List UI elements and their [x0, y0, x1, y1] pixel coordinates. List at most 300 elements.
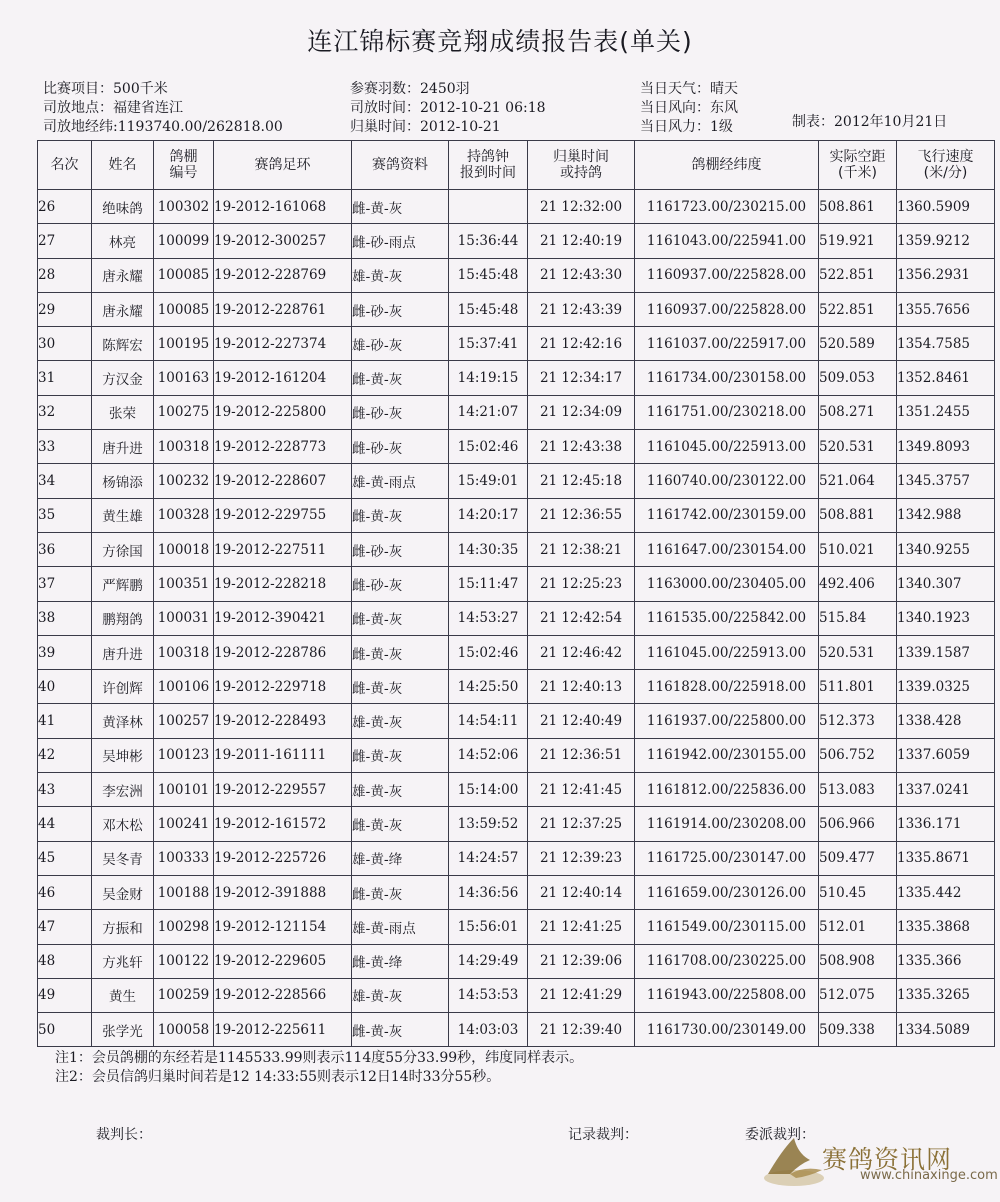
- cell-pigeon-info: 雌-黄-灰: [352, 190, 449, 224]
- cell-speed: 1338.428: [897, 704, 995, 738]
- cell-arrival-time: 21 12:46:42: [528, 635, 635, 669]
- cell-loft-coords: 1161937.00/225800.00: [635, 704, 819, 738]
- event-label: 比赛项目：500千米: [43, 81, 168, 97]
- cell-rank: 30: [38, 327, 92, 361]
- cell-speed: 1336.171: [897, 807, 995, 841]
- made-date-label: 制表：2012年10月21日: [792, 114, 948, 130]
- cell-loft-coords: 1161723.00/230215.00: [635, 190, 819, 224]
- cell-loft-coords: 1160740.00/230122.00: [635, 464, 819, 498]
- table-row: [38, 910, 995, 944]
- cell-pigeon-info: 雌-黄-灰: [352, 875, 449, 909]
- cell-ring-number: 19-2012-228786: [214, 635, 352, 669]
- cell-rank: 40: [38, 670, 92, 704]
- cell-loft-number: 100318: [154, 430, 214, 464]
- cell-loft-coords: 1161914.00/230208.00: [635, 807, 819, 841]
- table-row: [38, 978, 995, 1012]
- cell-loft-number: 100333: [154, 841, 214, 875]
- cell-loft-coords: 1160937.00/225828.00: [635, 292, 819, 326]
- cell-loft-coords: 1163000.00/230405.00: [635, 567, 819, 601]
- cell-rank: 34: [38, 464, 92, 498]
- table-row: [38, 292, 995, 326]
- watermark: [760, 1130, 998, 1192]
- assigned-referee-label: 委派裁判：: [745, 1127, 815, 1143]
- cell-speed: 1335.3265: [897, 978, 995, 1012]
- cell-pigeon-info: 雌-黄-灰: [352, 670, 449, 704]
- cell-name: 林亮: [92, 224, 154, 258]
- table-row: [38, 395, 995, 429]
- cell-pigeon-info: 雌-黄-灰: [352, 635, 449, 669]
- cell-name: 方汉金: [92, 361, 154, 395]
- cell-speed: 1340.1923: [897, 601, 995, 635]
- cell-speed: 1355.7656: [897, 292, 995, 326]
- cell-ring-number: 19-2012-161068: [214, 190, 352, 224]
- cell-speed: 1335.8671: [897, 841, 995, 875]
- cell-loft-coords: 1161730.00/230149.00: [635, 1013, 819, 1047]
- cell-clock-time: 15:49:01: [449, 464, 528, 498]
- cell-rank: 44: [38, 807, 92, 841]
- cell-arrival-time: 21 12:38:21: [528, 532, 635, 566]
- table-row: [38, 670, 995, 704]
- table-row: [38, 430, 995, 464]
- cell-rank: 29: [38, 292, 92, 326]
- cell-loft-coords: 1161647.00/230154.00: [635, 532, 819, 566]
- cell-loft-number: 100106: [154, 670, 214, 704]
- cell-pigeon-info: 雌-黄-灰: [352, 361, 449, 395]
- cell-rank: 41: [38, 704, 92, 738]
- cell-rank: 32: [38, 395, 92, 429]
- cell-distance: 510.45: [819, 875, 897, 909]
- cell-arrival-time: 21 12:41:45: [528, 773, 635, 807]
- cell-name: 黄生: [92, 978, 154, 1012]
- cell-loft-number: 100259: [154, 978, 214, 1012]
- cell-ring-number: 19-2012-391888: [214, 875, 352, 909]
- cell-loft-coords: 1160937.00/225828.00: [635, 258, 819, 292]
- cell-name: 黄泽林: [92, 704, 154, 738]
- meta-middle: [350, 80, 546, 137]
- cell-distance: 512.075: [819, 978, 897, 1012]
- col-header-distance: 实际空距 (千米): [819, 141, 897, 190]
- cell-ring-number: 19-2012-228773: [214, 430, 352, 464]
- cell-clock-time: 15:37:41: [449, 327, 528, 361]
- wind-direction-label: 当日风向：东风: [640, 100, 738, 116]
- cell-arrival-time: 21 12:34:09: [528, 395, 635, 429]
- cell-loft-coords: 1161535.00/225842.00: [635, 601, 819, 635]
- cell-distance: 509.053: [819, 361, 897, 395]
- cell-clock-time: 15:02:46: [449, 430, 528, 464]
- cell-loft-coords: 1161725.00/230147.00: [635, 841, 819, 875]
- cell-speed: 1337.6059: [897, 738, 995, 772]
- cell-loft-coords: 1161037.00/225917.00: [635, 327, 819, 361]
- cell-ring-number: 19-2012-161204: [214, 361, 352, 395]
- cell-distance: 513.083: [819, 773, 897, 807]
- cell-distance: 508.271: [819, 395, 897, 429]
- cell-pigeon-info: 雌-砂-灰: [352, 567, 449, 601]
- cell-pigeon-info: 雌-黄-灰: [352, 1013, 449, 1047]
- cell-arrival-time: 21 12:41:25: [528, 910, 635, 944]
- cell-loft-coords: 1161943.00/225808.00: [635, 978, 819, 1012]
- cell-loft-number: 100018: [154, 532, 214, 566]
- cell-name: 唐升进: [92, 635, 154, 669]
- cell-pigeon-info: 雄-黄-雨点: [352, 464, 449, 498]
- cell-pigeon-info: 雌-黄-灰: [352, 738, 449, 772]
- note-1: 注1：会员鸽棚的东经若是1145533.99则表示114度55分33.99秒，纬度同样表示。: [55, 1050, 584, 1066]
- cell-loft-coords: 1161708.00/230225.00: [635, 944, 819, 978]
- cell-distance: 520.531: [819, 430, 897, 464]
- cell-arrival-time: 21 12:43:30: [528, 258, 635, 292]
- cell-clock-time: 15:11:47: [449, 567, 528, 601]
- col-header-coords: 鸽棚经纬度: [635, 141, 819, 190]
- cell-loft-number: 100302: [154, 190, 214, 224]
- meta-left: [43, 80, 283, 137]
- cell-loft-number: 100058: [154, 1013, 214, 1047]
- cell-name: 方徐国: [92, 532, 154, 566]
- cell-name: 方兆轩: [92, 944, 154, 978]
- cell-distance: 520.589: [819, 327, 897, 361]
- cell-loft-coords: 1161045.00/225913.00: [635, 430, 819, 464]
- cell-ring-number: 19-2012-228769: [214, 258, 352, 292]
- cell-ring-number: 19-2012-228607: [214, 464, 352, 498]
- table-row: [38, 704, 995, 738]
- table-row: [38, 258, 995, 292]
- cell-distance: 492.406: [819, 567, 897, 601]
- cell-clock-time: 15:56:01: [449, 910, 528, 944]
- cell-ring-number: 19-2012-225611: [214, 1013, 352, 1047]
- cell-pigeon-info: 雌-砂-灰: [352, 292, 449, 326]
- cell-distance: 522.851: [819, 292, 897, 326]
- cell-rank: 35: [38, 498, 92, 532]
- cell-clock-time: 14:24:57: [449, 841, 528, 875]
- cell-ring-number: 19-2012-228493: [214, 704, 352, 738]
- cell-clock-time: 14:29:49: [449, 944, 528, 978]
- col-header-loft: 鸽棚 编号: [154, 141, 214, 190]
- cell-rank: 45: [38, 841, 92, 875]
- cell-rank: 43: [38, 773, 92, 807]
- release-coords-label: 司放地经纬:1193740.00/262818.00: [43, 119, 283, 135]
- cell-loft-coords: 1161942.00/230155.00: [635, 738, 819, 772]
- cell-clock-time: 14:25:50: [449, 670, 528, 704]
- cell-rank: 47: [38, 910, 92, 944]
- cell-rank: 37: [38, 567, 92, 601]
- cell-distance: 508.881: [819, 498, 897, 532]
- cell-loft-number: 100318: [154, 635, 214, 669]
- cell-speed: 1360.5909: [897, 190, 995, 224]
- cell-distance: 521.064: [819, 464, 897, 498]
- release-time-label: 司放时间：2012-10-21 06:18: [350, 100, 546, 116]
- cell-name: 吴坤彬: [92, 738, 154, 772]
- cell-ring-number: 19-2012-228566: [214, 978, 352, 1012]
- cell-loft-coords: 1161828.00/225918.00: [635, 670, 819, 704]
- release-place-label: 司放地点：福建省连江: [43, 100, 183, 116]
- table-row: [38, 841, 995, 875]
- cell-loft-coords: 1161043.00/225941.00: [635, 224, 819, 258]
- table-row: [38, 635, 995, 669]
- cell-pigeon-info: 雄-黄-灰: [352, 258, 449, 292]
- cell-arrival-time: 21 12:40:14: [528, 875, 635, 909]
- cell-loft-number: 100085: [154, 258, 214, 292]
- cell-speed: 1334.5089: [897, 1013, 995, 1047]
- cell-name: 李宏洲: [92, 773, 154, 807]
- cell-name: 邓木松: [92, 807, 154, 841]
- cell-speed: 1339.0325: [897, 670, 995, 704]
- cell-loft-number: 100328: [154, 498, 214, 532]
- cell-ring-number: 19-2012-229718: [214, 670, 352, 704]
- cell-name: 唐永耀: [92, 292, 154, 326]
- cell-name: 鹏翔鸽: [92, 601, 154, 635]
- cell-name: 严辉鹏: [92, 567, 154, 601]
- cell-clock-time: 14:53:53: [449, 978, 528, 1012]
- cell-loft-number: 100188: [154, 875, 214, 909]
- cell-arrival-time: 21 12:32:00: [528, 190, 635, 224]
- cell-loft-coords: 1161045.00/225913.00: [635, 635, 819, 669]
- cell-arrival-time: 21 12:43:39: [528, 292, 635, 326]
- table-header-row: [38, 141, 995, 190]
- col-header-ring: 赛鸽足环: [214, 141, 352, 190]
- table-row: [38, 498, 995, 532]
- cell-loft-coords: 1161751.00/230218.00: [635, 395, 819, 429]
- cell-name: 黄生雄: [92, 498, 154, 532]
- cell-loft-number: 100298: [154, 910, 214, 944]
- cell-distance: 506.966: [819, 807, 897, 841]
- pigeon-logo-icon: [760, 1130, 830, 1192]
- cell-loft-coords: 1161812.00/225836.00: [635, 773, 819, 807]
- watermark-url: www.chinaxinge.com: [860, 1168, 998, 1183]
- cell-distance: 508.908: [819, 944, 897, 978]
- cell-clock-time: 14:21:07: [449, 395, 528, 429]
- cell-clock-time: 14:36:56: [449, 875, 528, 909]
- cell-speed: 1340.9255: [897, 532, 995, 566]
- cell-arrival-time: 21 12:40:13: [528, 670, 635, 704]
- cell-speed: 1352.8461: [897, 361, 995, 395]
- cell-pigeon-info: 雌-砂-灰: [352, 430, 449, 464]
- cell-speed: 1337.0241: [897, 773, 995, 807]
- cell-loft-number: 100195: [154, 327, 214, 361]
- cell-pigeon-info: 雌-黄-灰: [352, 807, 449, 841]
- cell-loft-number: 100085: [154, 292, 214, 326]
- cell-rank: 33: [38, 430, 92, 464]
- cell-rank: 27: [38, 224, 92, 258]
- cell-pigeon-info: 雌-黄-绛: [352, 944, 449, 978]
- table-row: [38, 875, 995, 909]
- table-row: [38, 567, 995, 601]
- cell-speed: 1349.8093: [897, 430, 995, 464]
- cell-clock-time: 15:02:46: [449, 635, 528, 669]
- cell-rank: 49: [38, 978, 92, 1012]
- col-header-speed: 飞行速度 (米/分): [897, 141, 995, 190]
- cell-clock-time: 15:36:44: [449, 224, 528, 258]
- cell-distance: 508.861: [819, 190, 897, 224]
- cell-clock-time: [449, 190, 528, 224]
- cell-arrival-time: 21 12:40:19: [528, 224, 635, 258]
- cell-distance: 506.752: [819, 738, 897, 772]
- cell-ring-number: 19-2011-161111: [214, 738, 352, 772]
- note-2: 注2：会员信鸽归巢时间若是12 14:33:55则表示12日14时33分55秒。: [55, 1069, 501, 1085]
- cell-distance: 522.851: [819, 258, 897, 292]
- cell-loft-coords: 1161734.00/230158.00: [635, 361, 819, 395]
- cell-distance: 510.021: [819, 532, 897, 566]
- cell-distance: 515.84: [819, 601, 897, 635]
- cell-speed: 1342.988: [897, 498, 995, 532]
- cell-pigeon-info: 雄-黄-雨点: [352, 910, 449, 944]
- cell-arrival-time: 21 12:36:51: [528, 738, 635, 772]
- cell-distance: 519.921: [819, 224, 897, 258]
- cell-loft-number: 100101: [154, 773, 214, 807]
- cell-rank: 28: [38, 258, 92, 292]
- cell-loft-number: 100163: [154, 361, 214, 395]
- cell-loft-coords: 1161549.00/230115.00: [635, 910, 819, 944]
- cell-ring-number: 19-2012-229755: [214, 498, 352, 532]
- cell-distance: 512.01: [819, 910, 897, 944]
- cell-ring-number: 19-2012-225726: [214, 841, 352, 875]
- cell-name: 唐永耀: [92, 258, 154, 292]
- cell-loft-number: 100241: [154, 807, 214, 841]
- cell-ring-number: 19-2012-227511: [214, 532, 352, 566]
- cell-name: 绝味鸽: [92, 190, 154, 224]
- meta-right: [640, 80, 738, 137]
- cell-clock-time: 14:20:17: [449, 498, 528, 532]
- cell-arrival-time: 21 12:45:18: [528, 464, 635, 498]
- cell-loft-number: 100351: [154, 567, 214, 601]
- cell-arrival-time: 21 12:39:06: [528, 944, 635, 978]
- cell-arrival-time: 21 12:39:40: [528, 1013, 635, 1047]
- cell-speed: 1339.1587: [897, 635, 995, 669]
- cell-arrival-time: 21 12:43:38: [528, 430, 635, 464]
- cell-clock-time: 14:53:27: [449, 601, 528, 635]
- cell-speed: 1340.307: [897, 567, 995, 601]
- cell-rank: 50: [38, 1013, 92, 1047]
- results-table: [37, 140, 995, 1047]
- cell-loft-number: 100122: [154, 944, 214, 978]
- weather-label: 当日天气：晴天: [640, 81, 738, 97]
- cell-name: 吴冬青: [92, 841, 154, 875]
- cell-name: 唐升进: [92, 430, 154, 464]
- cell-ring-number: 19-2012-229605: [214, 944, 352, 978]
- cell-pigeon-info: 雌-黄-灰: [352, 498, 449, 532]
- col-header-name: 姓名: [92, 141, 154, 190]
- cell-pigeon-info: 雌-黄-灰: [352, 601, 449, 635]
- col-header-arrival: 归巢时间 或持鸽: [528, 141, 635, 190]
- cell-pigeon-info: 雄-黄-灰: [352, 773, 449, 807]
- return-time-label: 归巢时间：2012-10-21: [350, 119, 501, 135]
- cell-clock-time: 14:03:03: [449, 1013, 528, 1047]
- cell-rank: 39: [38, 635, 92, 669]
- cell-arrival-time: 21 12:25:23: [528, 567, 635, 601]
- col-header-rank: 名次: [38, 141, 92, 190]
- wind-force-label: 当日风力：1级: [640, 119, 733, 135]
- cell-arrival-time: 21 12:42:54: [528, 601, 635, 635]
- cell-clock-time: 13:59:52: [449, 807, 528, 841]
- cell-pigeon-info: 雌-砂-雨点: [352, 224, 449, 258]
- cell-speed: 1335.366: [897, 944, 995, 978]
- cell-distance: 509.338: [819, 1013, 897, 1047]
- cell-loft-number: 100232: [154, 464, 214, 498]
- table-row: [38, 190, 995, 224]
- cell-name: 吴金财: [92, 875, 154, 909]
- cell-ring-number: 19-2012-228761: [214, 292, 352, 326]
- cell-arrival-time: 21 12:36:55: [528, 498, 635, 532]
- cell-name: 方振和: [92, 910, 154, 944]
- cell-rank: 42: [38, 738, 92, 772]
- referee-signature-label: 裁判长：: [96, 1127, 152, 1143]
- notes: [55, 1049, 583, 1087]
- cell-speed: 1335.442: [897, 875, 995, 909]
- cell-ring-number: 19-2012-227374: [214, 327, 352, 361]
- cell-name: 许创辉: [92, 670, 154, 704]
- cell-speed: 1356.2931: [897, 258, 995, 292]
- cell-speed: 1335.3868: [897, 910, 995, 944]
- cell-arrival-time: 21 12:37:25: [528, 807, 635, 841]
- col-header-clock: 持鸽钟 报到时间: [449, 141, 528, 190]
- cell-loft-number: 100275: [154, 395, 214, 429]
- cell-pigeon-info: 雄-黄-绛: [352, 841, 449, 875]
- results-body: [38, 190, 995, 1047]
- table-row: [38, 532, 995, 566]
- cell-clock-time: 14:52:06: [449, 738, 528, 772]
- cell-distance: 512.373: [819, 704, 897, 738]
- cell-arrival-time: 21 12:40:49: [528, 704, 635, 738]
- cell-pigeon-info: 雌-砂-灰: [352, 532, 449, 566]
- cell-speed: 1359.9212: [897, 224, 995, 258]
- cell-speed: 1351.2455: [897, 395, 995, 429]
- cell-distance: 511.801: [819, 670, 897, 704]
- cell-ring-number: 19-2012-225800: [214, 395, 352, 429]
- cell-clock-time: 14:19:15: [449, 361, 528, 395]
- cell-pigeon-info: 雌-砂-灰: [352, 395, 449, 429]
- cell-arrival-time: 21 12:34:17: [528, 361, 635, 395]
- cell-clock-time: 15:45:48: [449, 258, 528, 292]
- cell-ring-number: 19-2012-300257: [214, 224, 352, 258]
- cell-rank: 36: [38, 532, 92, 566]
- cell-ring-number: 19-2012-390421: [214, 601, 352, 635]
- cell-loft-coords: 1161742.00/230159.00: [635, 498, 819, 532]
- cell-arrival-time: 21 12:39:23: [528, 841, 635, 875]
- table-row: [38, 327, 995, 361]
- cell-loft-number: 100123: [154, 738, 214, 772]
- table-row: [38, 773, 995, 807]
- cell-clock-time: 14:30:35: [449, 532, 528, 566]
- cell-ring-number: 19-2012-121154: [214, 910, 352, 944]
- cell-loft-number: 100099: [154, 224, 214, 258]
- cell-clock-time: 15:14:00: [449, 773, 528, 807]
- table-row: [38, 224, 995, 258]
- table-row: [38, 601, 995, 635]
- table-row: [38, 1013, 995, 1047]
- cell-arrival-time: 21 12:41:29: [528, 978, 635, 1012]
- cell-loft-coords: 1161659.00/230126.00: [635, 875, 819, 909]
- cell-pigeon-info: 雄-砂-灰: [352, 327, 449, 361]
- cell-rank: 38: [38, 601, 92, 635]
- cell-pigeon-info: 雄-黄-灰: [352, 704, 449, 738]
- recorder-signature-label: 记录裁判：: [568, 1127, 638, 1143]
- entries-label: 参赛羽数：2450羽: [350, 81, 470, 97]
- cell-rank: 48: [38, 944, 92, 978]
- table-row: [38, 944, 995, 978]
- cell-speed: 1345.3757: [897, 464, 995, 498]
- cell-rank: 31: [38, 361, 92, 395]
- cell-pigeon-info: 雄-黄-灰: [352, 978, 449, 1012]
- cell-ring-number: 19-2012-228218: [214, 567, 352, 601]
- cell-clock-time: 15:45:48: [449, 292, 528, 326]
- cell-rank: 26: [38, 190, 92, 224]
- cell-loft-number: 100257: [154, 704, 214, 738]
- watermark-text: 赛鸽资讯网: [822, 1145, 953, 1174]
- cell-name: 陈辉宏: [92, 327, 154, 361]
- table-row: [38, 807, 995, 841]
- cell-rank: 46: [38, 875, 92, 909]
- table-row: [38, 738, 995, 772]
- cell-speed: 1354.7585: [897, 327, 995, 361]
- cell-name: 张学光: [92, 1013, 154, 1047]
- table-row: [38, 361, 995, 395]
